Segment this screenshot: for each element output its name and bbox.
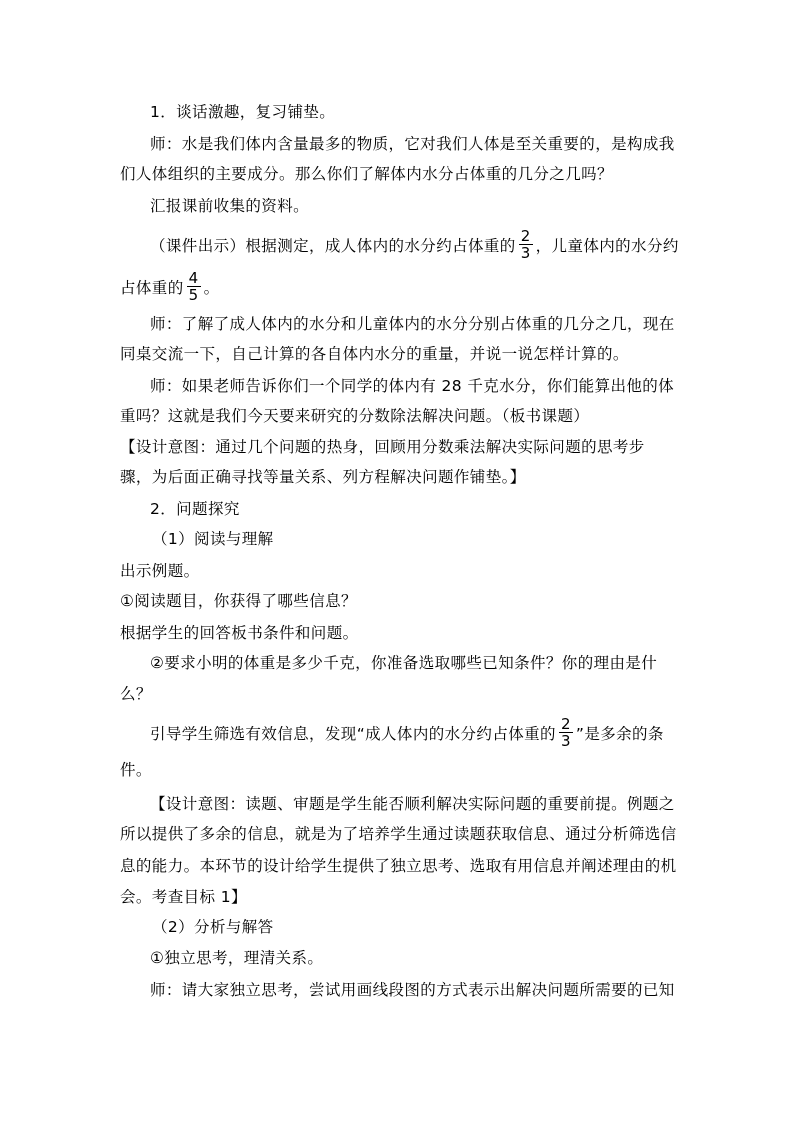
paragraph-heading-1: 1．谈话激趣，复习铺垫。 [150, 103, 336, 121]
fraction-two-thirds [559, 716, 573, 749]
design-intent-note: 所以提供了多余的信息，就是为了培养学生通过读题获取信息、通过分析筛选信 [120, 825, 677, 843]
paragraph-line: 师：水是我们体内含量最多的物质，它对我们人体是至关重要的，是构成我 [150, 135, 675, 153]
fraction-four-fifths [187, 270, 201, 303]
paragraph-line: 师：了解了成人体内的水分和儿童体内的水分分别占体重的几分之几，现在 [150, 315, 675, 333]
text-segment: ”是多余的条 [575, 725, 664, 743]
text-segment: （课件出示）根据测定，成人体内的水分约占体重的 [150, 237, 516, 255]
design-intent-note: 会。考查目标 1】 [120, 888, 247, 906]
paragraph-line: 汇报课前收集的资料。 [150, 197, 310, 215]
fraction-two-thirds [519, 228, 533, 261]
paragraph-line-with-fraction [150, 715, 680, 751]
fraction-numerator: 4 [188, 269, 199, 287]
subsection-heading: （2）分析与解答 [152, 918, 274, 936]
paragraph-line: 么？ [120, 685, 152, 703]
paragraph-line: ①独立思考，理清关系。 [150, 949, 324, 967]
paragraph-line: 重吗？这就是我们今天要来研究的分数除法解决问题。（板书课题） [120, 407, 590, 425]
subsection-heading: （1）阅读与理解 [152, 530, 274, 548]
design-intent-note: 息的能力。本环节的设计给学生提供了独立思考、选取有用信息并阐述理由的机 [120, 857, 677, 875]
fraction-numerator: 2 [520, 227, 531, 245]
paragraph-line: 师：如果老师告诉你们一个同学的体内有 28 千克水分，你们能算出他的体 [150, 377, 675, 395]
paragraph-line-with-fraction [120, 269, 680, 305]
text-segment: 引导学生筛选有效信息，发现“成人体内的水分约占体重的 [150, 725, 556, 743]
design-intent-note: 【设计意图：读题、审题是学生能否顺利解决实际问题的重要前提。例题之 [150, 795, 675, 813]
text-segment: 。 [203, 279, 220, 297]
design-intent-note: 骤，为后面正确寻找等量关系、列方程解决问题作铺垫。】 [120, 468, 526, 486]
paragraph-line-with-fraction [150, 227, 680, 263]
paragraph-line: ①阅读题目，你获得了哪些信息？ [120, 592, 357, 610]
text-segment: ，儿童体内的水分约 [535, 237, 679, 255]
paragraph-line: 们人体组织的主要成分。那么你们了解体内水分占体重的几分之几吗？ [120, 165, 613, 183]
fraction-denominator: 3 [560, 732, 571, 750]
paragraph-line: 根据学生的回答板书条件和问题。 [120, 624, 359, 642]
fraction-denominator: 3 [520, 244, 531, 262]
section-heading-2: 2．问题探究 [150, 500, 240, 518]
paragraph-line: 同桌交流一下，自己计算的各自体内水分的重量，并说一说怎样计算的。 [120, 345, 629, 363]
paragraph-line: ②要求小明的体重是多少千克，你准备选取哪些已知条件？你的理由是什 [150, 654, 658, 672]
design-intent-note: 【设计意图：通过几个问题的热身，回顾用分数乘法解决实际问题的思考步 [120, 438, 645, 456]
fraction-denominator: 5 [188, 286, 199, 304]
fraction-numerator: 2 [560, 715, 571, 733]
text-segment: 占体重的 [120, 279, 184, 297]
paragraph-line: 师：请大家独立思考，尝试用画线段图的方式表示出解决问题所需要的已知 [150, 981, 675, 999]
paragraph-line: 件。 [120, 761, 152, 779]
paragraph-line: 出示例题。 [120, 562, 200, 580]
